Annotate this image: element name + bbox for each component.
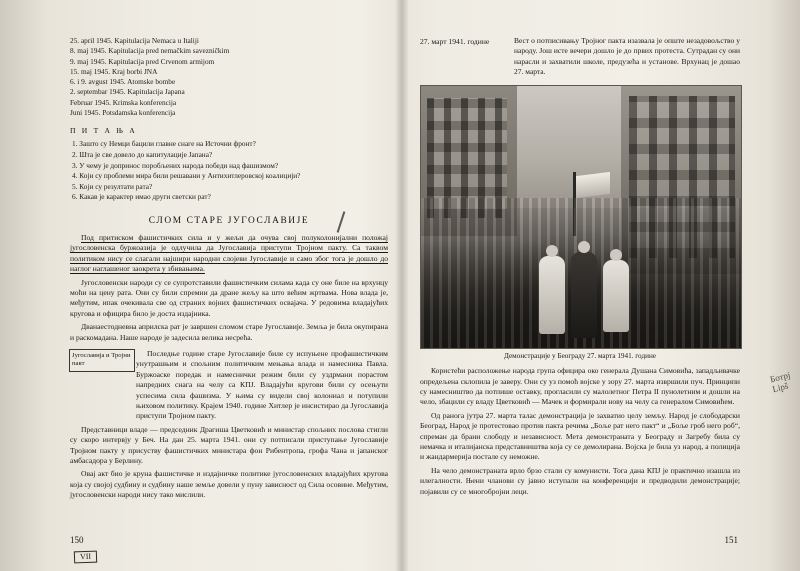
left-page	[70, 36, 388, 536]
right-body	[420, 366, 740, 497]
intro-paragraph: Вест о потписивању Тројног пакта изазвала је опште незадовољство у народу. Још исте вечери дошло је до првих протеста. Сутрадан су они нарасли и захватили школе, предузећа и установе. Врхунац је дошао 27. марта.	[514, 36, 740, 76]
photo-figure	[603, 260, 629, 332]
paragraph: На чело демонстраната врло брзо стали су комунисти. Тога дана КПЈ је практично изашла из илегалности. Њени чланови су јавно иступали на конференцији и предводили демонстрације; појавили су се многобројни леци.	[420, 465, 740, 496]
section-body-3	[70, 425, 388, 501]
book-gutter	[396, 0, 408, 571]
paragraph: Југословенски народи су се супротставили фашистичким силама када су оне биле на врхунцу моћи на цену рата. Они су били спремни да дране жељу ка што већим жртвама. Нова влада је, међутим, ипак очекивала све од страних војних фашистичких освајача. У редовима владајућих кругова и официра било је доста издајника.	[70, 277, 388, 318]
section-title-text: СЛОМ СТАРЕ ЈУГОСЛАВИЈЕ	[148, 215, 310, 226]
list-item: 2. Шта је све довело до капитулације Јапана?	[72, 149, 213, 159]
paragraph: Представници владе — председник Драгиша Цветковић и министар спољних послова стигли су скоро интервју у Беч. На дан 25. марта 1941. они су потписали приступање Југославије Тројном пакту у присуству фашистичких министара фон Рибентропа, грофа Чана и јапанског амбасадора у Берлину.	[70, 424, 388, 466]
right-page-header	[420, 36, 740, 77]
marginalia-line: Lipš	[771, 380, 790, 395]
handwritten-chapter-mark: VII	[74, 551, 98, 564]
paragraph: Користећи расположење народа група официра око генерала Душана Симовића, западљивачке опредељена склопила је заверу. Они су уз помоћ војске у зору 27. марта извршили пуч. Принципи су намесништво да потпише оставку, прогласили су малолетног Петра II пунолетним и дошли на чело, збацили су владу Цветковић — Мачек и формирали нову на челу са генералом Симовићем.	[420, 366, 740, 407]
photo-figure-head	[610, 249, 622, 261]
chronology-list	[70, 36, 388, 118]
section-body-2	[136, 349, 388, 422]
paragraph: Овај акт био је круна фашистичке и издајничке политике југословенских владајућих кругова која су својој судбину и судбину наше земље довели у пуну зависност од Сила осовине. Међутим, југословенски народи нису тако мислили.	[70, 469, 388, 500]
paragraph: Дванаестодневна априлска рат је завршен сломом старе Југославије. Земља је била окупирана и раскомадана. Наше народе је задесила велика несрећа.	[70, 322, 388, 342]
list-item: 15. maj 1945. Kraj borbi JNA	[70, 66, 158, 76]
list-item: Februar 1945. Krimska konferencija	[70, 97, 177, 107]
list-item: 5. Који су резултати рата?	[72, 181, 153, 191]
pen-slash-mark	[337, 211, 346, 233]
list-item: 25. april 1945. Kapitulacija Nemaca u Italiji	[70, 36, 199, 45]
list-item: 2. septembar 1945. Kapitulacija Japana	[70, 87, 185, 97]
paragraph: Од ранога јутра 27. марта талас демонстрација је захватио целу земљу. Народ је слободарски Београд, Народ је протестовао против пакта речима „Боље рат него пакт“ и „Боље гроб него роб“, спреман да брани слободу и независност. Мета демонстраната у Београду и Загребу била су немачка и италијанска представништва која су се демолирана. Војска је била уз народ, а полиција и жандармерија постале су неможне.	[420, 410, 740, 462]
list-item: Juni 1945. Potsdamska konferencija	[70, 108, 176, 118]
margin-note-block	[70, 349, 388, 501]
marginalia-line: Ботрј	[769, 369, 792, 385]
section-body	[70, 233, 388, 343]
photo-figure	[571, 252, 597, 338]
page-number-right: 151	[724, 535, 738, 545]
questions-list	[70, 139, 388, 203]
list-item: 6. Какав је карактер имао други светски рат?	[72, 192, 211, 202]
paragraph: Последње године старе Југославије биле су испуњене профашистичким унутрашњим и спољним политичким мењања влада и намесника Павла. Буржоаске поредак и намеснички режим били су уздрмани порастом напредних снага на челу са КПЈ. Владајући кругови били су осењути успесима сила фашизма. У њима су видели свој колониал и потупили њиховом политику. Крајем 1940. године Хитлер је инсистирао да Југославија приступи Тројном пакту.	[136, 349, 388, 421]
handwritten-marginalia	[769, 370, 794, 394]
list-item: 3. У чему је допринос поробљених народа победи над фашизмом?	[72, 160, 279, 170]
date-label: 27. март 1941. године	[420, 37, 490, 46]
photo-figure-head	[546, 245, 558, 257]
list-item: 9. maj 1945. Kapitulacija pred Crvenom armijom	[70, 56, 215, 66]
photo-figure-head	[578, 241, 590, 253]
page-title	[70, 216, 388, 226]
figure-caption: Демонстрације у Београду 27. марта 1941. године	[504, 352, 656, 361]
list-item: 4. Који су проблеми мира били решавани у Антихитлеровској коалицији?	[72, 171, 301, 181]
photo-figure	[539, 256, 565, 334]
paragraph: Под притиском фашистичких сила и у жељи да очува свој полуколонијални положај југословенска буржоазија је одлучила да Југославија приступи Тројном пакту. Са таквом политиком нису се слагали најшири народни слојеви Југославије и само због тога је дошло до наглог наглашеног заокрета у збивањима.	[70, 232, 388, 274]
list-item: 1. Зашто су Немци бацили главне снаге на Источни фронт?	[72, 139, 256, 149]
historical-photograph	[420, 85, 742, 349]
questions-heading: П И Т А Њ А	[70, 126, 137, 136]
page-number-left: 150	[70, 535, 84, 545]
margin-note: Југославија и Тројни пакт	[69, 349, 135, 372]
list-item: 8. maj 1945. Kapitulacija pred nemačkim savezničkim	[70, 46, 230, 56]
list-item: 6. i 9. avgust 1945. Atomske bombe	[70, 77, 176, 87]
right-page	[420, 36, 740, 536]
